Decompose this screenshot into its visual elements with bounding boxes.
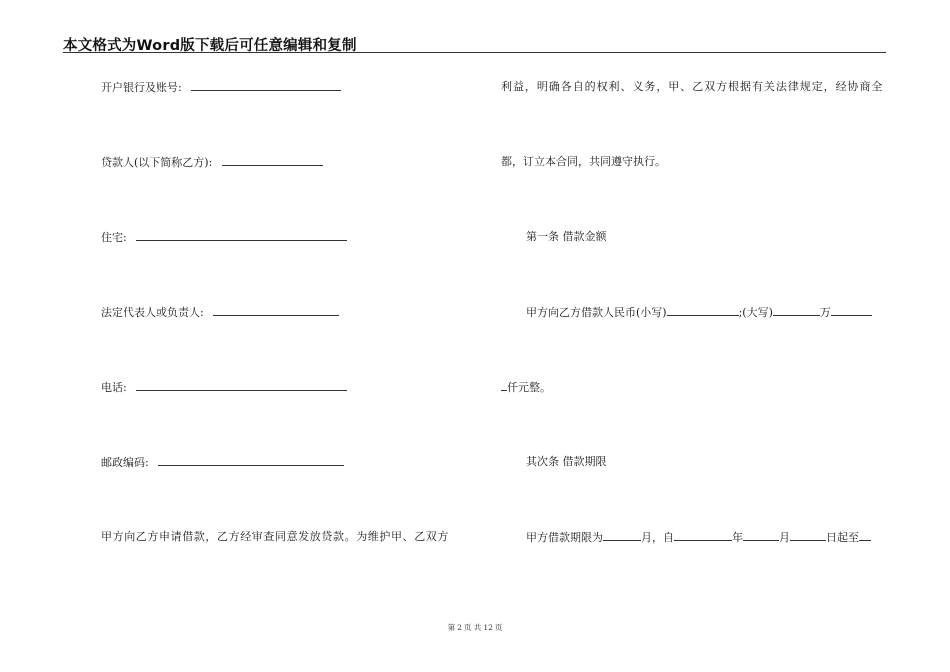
postal-blank [158,455,344,466]
address-line [101,230,347,245]
phone-label: 电话: [101,381,127,394]
phone-line [101,380,347,395]
intro-paragraph-cont-2: 都，订立本合同，共同遵守执行。 [501,155,666,168]
intro-paragraph-start: 甲方向乙方申请借款，乙方经审查同意发放贷款。为维护甲、乙双方 [101,530,449,543]
term-day-blank [790,530,826,541]
footer-page-suffix: 页 [494,623,503,632]
amount-large-blank [773,305,820,316]
footer-page-total: 12 [483,623,493,632]
address-label: 住宅: [101,231,127,244]
term-year-blank [674,530,732,541]
article-1-title: 第一条 借款金额 [526,230,607,243]
footer-page-mid: 页 共 [463,623,482,632]
amount-prefix: 甲方向乙方借款人民币(小写) [526,306,667,319]
loan-amount-line [526,305,872,320]
phone-blank [136,380,347,391]
term-end-blank [859,530,871,541]
header-divider [63,52,886,53]
loan-term-line [526,530,871,545]
amount-tail: 仟元整。 [507,381,551,394]
legal-rep-label: 法定代表人或负责人: [101,306,204,319]
page-footer [0,622,950,633]
legal-rep-blank [213,305,339,316]
bank-account-blank [191,80,341,91]
term-year: 年 [732,531,743,544]
loan-amount-line-2 [501,380,551,395]
footer-page-number: 2 [457,623,462,632]
amount-mid: ;(大写) [738,306,773,319]
term-months-blank [603,530,641,541]
term-day: 日起至 [826,531,859,544]
term-month: 月，自 [641,531,674,544]
postal-label: 邮政编码: [101,456,149,469]
bank-account-line [101,80,341,95]
borrower-label: 贷款人(以下简称乙方): [101,156,213,169]
bank-account-label: 开户银行及账号: [101,81,182,94]
article-2-title: 其次条 借款期限 [526,455,607,468]
amount-qian-blank [831,305,872,316]
legal-rep-line [101,305,339,320]
intro-paragraph-cont-1: 利益，明确各自的权利、义务，甲、乙双方根据有关法律规定，经协商全 [501,80,884,93]
amount-wan: 万 [819,306,831,319]
postal-line [101,455,344,470]
term-prefix: 甲方借款期限为 [526,531,603,544]
borrower-blank [222,155,323,166]
amount-small-blank [667,305,739,316]
address-blank [136,230,347,241]
borrower-line [101,155,323,170]
term-month-2: 月 [779,531,790,544]
footer-page-prefix: 第 [447,623,456,632]
document-header-title: 本文格式为Word版下载后可任意编辑和复制 [63,38,357,54]
term-month-blank [743,530,779,541]
